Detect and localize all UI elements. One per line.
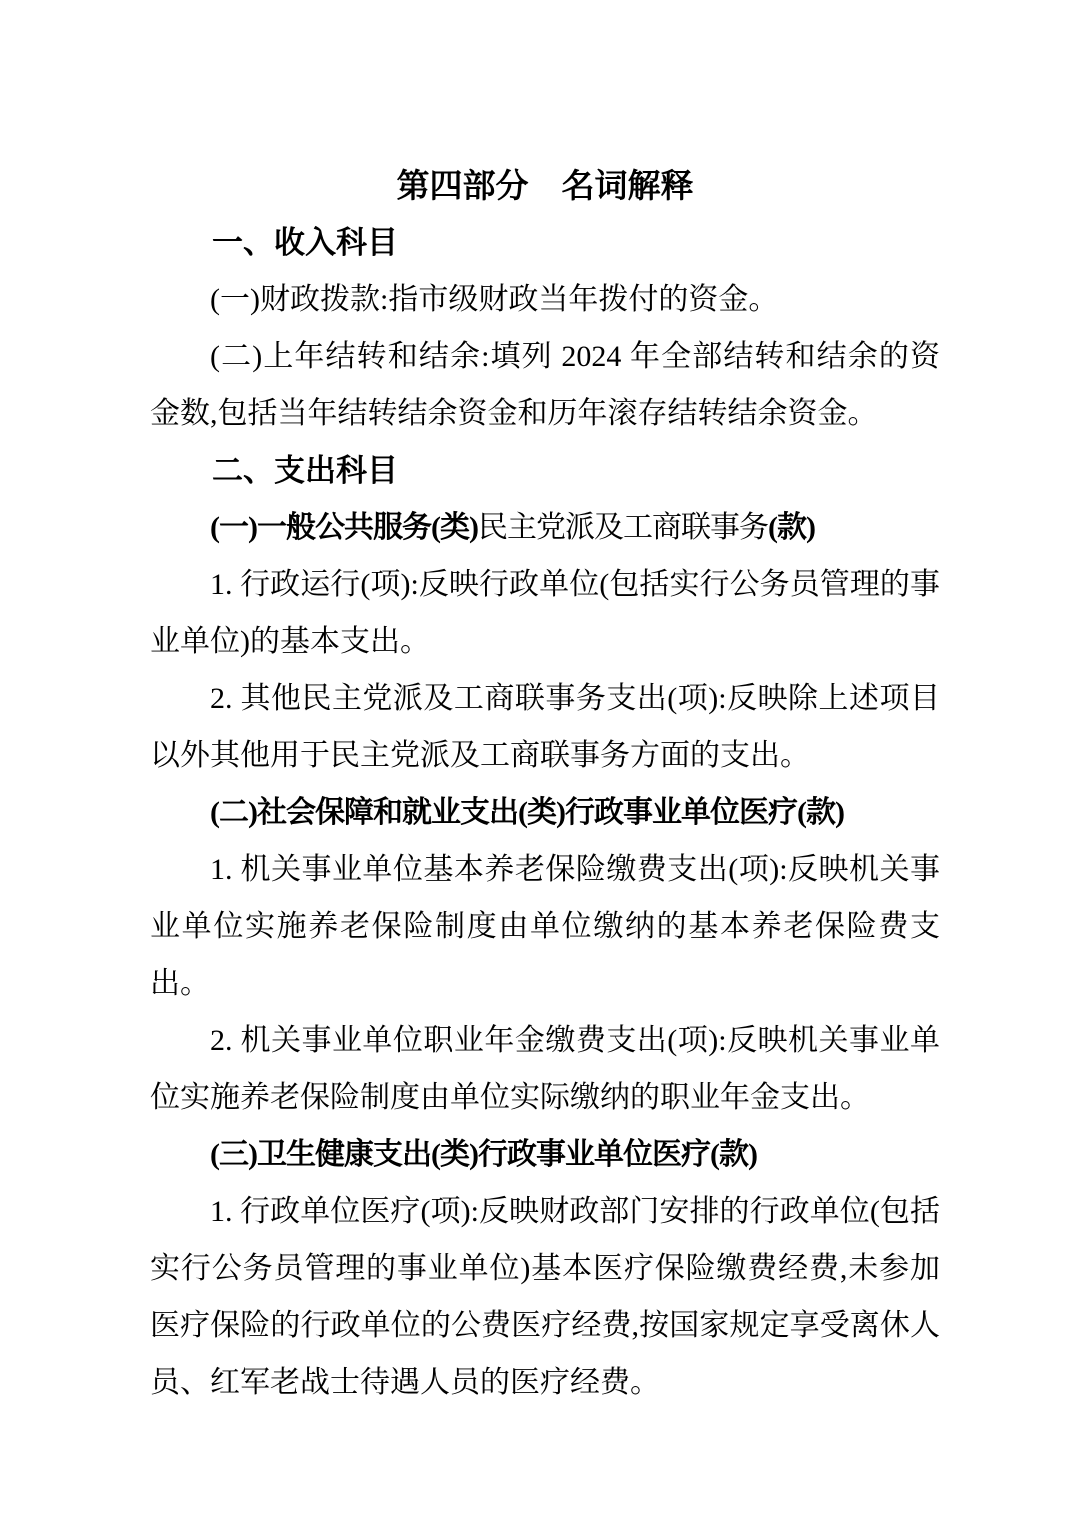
category-2-item-occupational-annuity: 2. 机关事业单位职业年金缴费支出(项):反映机关事业单位实施养老保险制度由单位实际缴纳的职业年金支出。 — [150, 1024, 940, 1114]
category-3-item-administrative-unit-medical: 1. 行政单位医疗(项):反映财政部门安排的行政单位(包括实行公务员管理的事业单位)基本医疗保险缴费经费,未参加医疗保险的行政单位的公费医疗经费,按国家规定享受离休人员、红军老战士待遇人员的医疗经费。 — [150, 1195, 940, 1399]
expense-category-3-title: (三)卫生健康支出(类)行政事业单位医疗(款) — [210, 1138, 757, 1171]
income-item-carryover-surplus: (二)上年结转和结余:填列 2024 年全部结转和结余的资金数,包括当年结转结余资金和历年滚存结转结余资金。 — [150, 340, 940, 430]
category-1-item-label: 民主党派及工商联事务 — [477, 511, 768, 544]
category-1-item-other-party-affairs: 2. 其他民主党派及工商联事务支出(项):反映除上述项目以外其他用于民主党派及工商联事务方面的支出。 — [150, 682, 940, 772]
income-item-fiscal-appropriation: (一)财政拨款:指市级财政当年拨付的资金。 — [210, 283, 779, 316]
document-title: 第四部分 名词解释 — [396, 167, 694, 204]
category-2-item-basic-pension-contribution: 1. 机关事业单位基本养老保险缴费支出(项):反映机关事业单位实施养老保险制度由单位缴纳的基本养老保险费支出。 — [150, 853, 940, 1000]
category-1-item-administrative-operation: 1. 行政运行(项):反映行政单位(包括实行公务员管理的事业单位)的基本支出。 — [150, 568, 940, 658]
expense-category-2-title: (二)社会保障和就业支出(类)行政事业单位医疗(款) — [210, 796, 844, 829]
category-1-class-label: (一)一般公共服务(类) — [210, 511, 478, 544]
expense-category-1-title — [150, 499, 940, 556]
category-1-kuan-label: (款) — [767, 511, 815, 544]
expense-section-heading: 二、支出科目 — [212, 453, 398, 488]
income-section-heading: 一、收入科目 — [212, 225, 398, 260]
